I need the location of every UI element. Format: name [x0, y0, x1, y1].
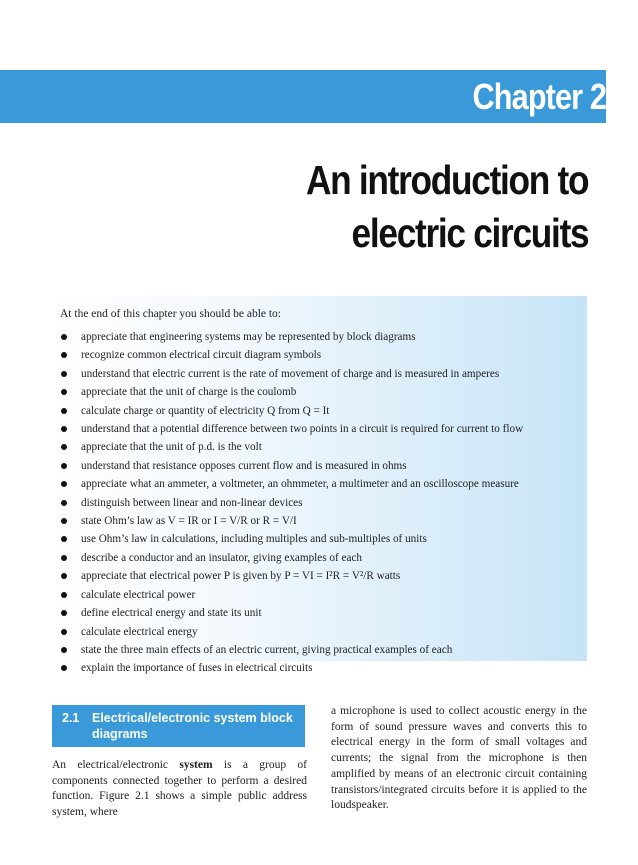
learning-objectives-box	[52, 296, 587, 675]
objective-item: describe a conductor and an insulator, giving examples of each	[60, 549, 587, 567]
bullet-icon	[61, 592, 67, 598]
objective-item: state the three main effects of an electric current, giving practical examples of each	[60, 641, 587, 659]
bullet-icon	[61, 647, 67, 653]
bullet-icon	[61, 536, 67, 542]
objective-item: state Ohm’s law as V = IR or I = V/R or R = V/I	[60, 512, 587, 530]
body-text-right: a microphone is used to collect acoustic energy in the form of sound pressure waves and converts this to electrical energy in the form of small voltages and currents; the signal from the microphone is then amplified by means of an electronic circuit containing transistors/integrated circuits before it is applied to the loudspeaker.	[331, 705, 587, 812]
objective-item: distinguish between linear and non-linear devices	[60, 494, 587, 512]
objective-item: calculate electrical power	[60, 586, 587, 604]
bullet-icon	[61, 481, 67, 487]
bullet-icon	[61, 500, 67, 506]
section-number: 2.1	[62, 711, 80, 725]
chapter-label: Chapter 2	[472, 76, 606, 117]
chapter-title-line-1: An introduction to	[305, 157, 588, 203]
bullet-icon	[61, 352, 67, 358]
bullet-icon	[61, 444, 67, 450]
objective-item: use Ohm’s law in calculations, including multiples and sub-multiples of units	[60, 530, 587, 548]
objectives-intro: At the end of this chapter you should be able to:	[60, 308, 282, 320]
bullet-icon	[61, 610, 67, 616]
section-heading	[52, 705, 305, 747]
bullet-icon	[61, 629, 67, 635]
bullet-icon	[61, 555, 67, 561]
bullet-icon	[61, 518, 67, 524]
objective-item: appreciate that the unit of charge is the coulomb	[60, 383, 587, 401]
bullet-icon	[61, 408, 67, 414]
bullet-icon	[61, 463, 67, 469]
section-title: Electrical/electronic system block diagrams	[92, 711, 293, 741]
chapter-title-line-2: electric circuits	[351, 210, 588, 256]
body-text-left: An electrical/electronic system is a group of components connected together to perform a desired function. Figure 2.1 shows a simple public address system, where	[52, 759, 307, 819]
objective-item: understand that a potential difference between two points in a circuit is required for current to flow	[60, 420, 587, 438]
bullet-icon	[61, 573, 67, 579]
objective-item: calculate electrical energy	[60, 623, 587, 641]
bullet-icon	[61, 426, 67, 432]
objective-item: calculate charge or quantity of electricity Q from Q = It	[60, 402, 587, 420]
objective-item: appreciate what an ammeter, a voltmeter, an ohmmeter, a multimeter and an oscilloscope measure	[60, 475, 587, 493]
objective-item: understand that electric current is the rate of movement of charge and is measured in amperes	[60, 365, 587, 383]
objective-item: appreciate that engineering systems may be represented by block diagrams	[60, 328, 587, 346]
objective-item: appreciate that the unit of p.d. is the volt	[60, 438, 587, 456]
bullet-icon	[61, 389, 67, 395]
objective-item: understand that resistance opposes current flow and is measured in ohms	[60, 457, 587, 475]
objective-item: define electrical energy and state its unit	[60, 604, 587, 622]
bullet-icon	[61, 665, 67, 671]
objective-item: recognize common electrical circuit diagram symbols	[60, 346, 587, 364]
term-system: system	[179, 759, 213, 771]
objective-item: appreciate that electrical power P is given by P = VI = I²R = V²/R watts	[60, 567, 587, 585]
objectives-list	[60, 328, 587, 678]
bullet-icon	[61, 371, 67, 377]
bullet-icon	[61, 334, 67, 340]
objective-item: explain the importance of fuses in electrical circuits	[60, 659, 587, 677]
